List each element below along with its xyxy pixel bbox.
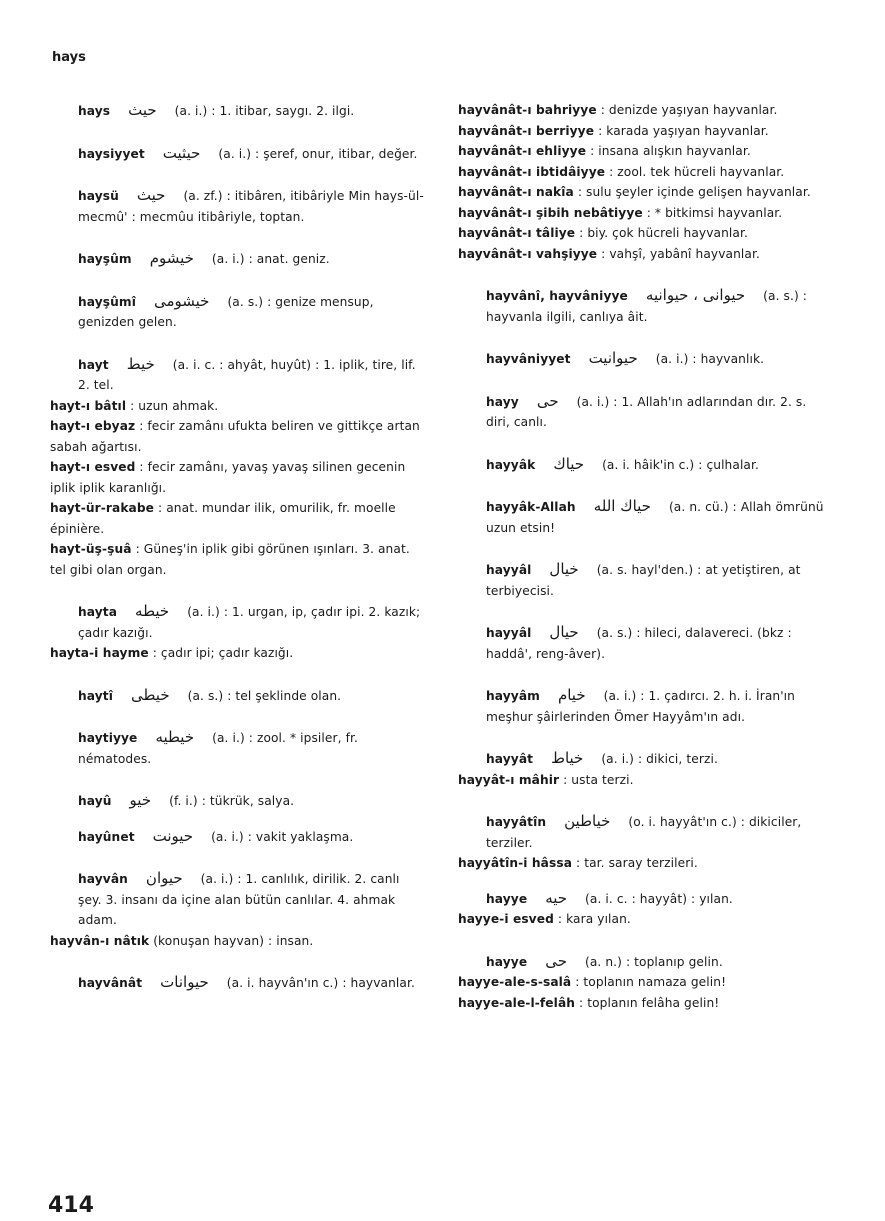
entry-headword: hayye-i esved (458, 912, 554, 926)
entry-headword: hayye-ale-s-salâ (458, 975, 572, 989)
entry-definition: (a. n.) : toplanıp gelin. (584, 954, 723, 969)
entry-arabic-script: حيال (549, 623, 579, 641)
entry-headword: hayû (78, 794, 112, 808)
entry-headword: haytiyye (78, 731, 138, 745)
dictionary-entry (40, 601, 425, 643)
dictionary-entry (40, 685, 425, 707)
entry-definition: : sulu şeyler içinde gelişen hayvanlar. (577, 185, 811, 199)
dictionary-entry (40, 539, 425, 580)
entry-headword: hayy (486, 394, 519, 409)
entry-arabic-script: خيام (557, 686, 586, 704)
entry-headword: hayvân-ı nâtık (50, 933, 150, 948)
entry-definition: : zool. tek hücreli hayvanlar. (609, 164, 785, 179)
dictionary-entry (448, 162, 826, 183)
entry-arabic-script: حيثيت (162, 143, 201, 162)
entry-headword: hayyâl (486, 626, 532, 640)
entry-definition: (o. i. hayyât'ın c.) : dikiciler, terziler. (486, 815, 802, 850)
entry-arabic-script: حيث (136, 186, 166, 204)
dictionary-entry (40, 790, 425, 812)
dictionary-entry (40, 457, 425, 498)
entry-headword: hayta (78, 605, 118, 619)
entry-headword: hayyâk-Allah (486, 500, 576, 514)
entry-arabic-script: خيط (126, 354, 155, 373)
entry-headword: hayyâl (486, 563, 532, 577)
entry-definition: (a. i. hâik'in c.) : çulhalar. (602, 457, 759, 472)
dictionary-entry (40, 396, 425, 417)
entry-headword: hayt-üş-şuâ (50, 542, 132, 556)
entry-definition: (a. i.) : 1. çadırcı. 2. h. i. İran'ın meşhur şâirlerinden Ömer Hayyâm'ın adı. (486, 689, 795, 724)
entry-definition: (a. s.) : hayvanla ilgili, canlıya âit. (486, 289, 807, 324)
entry-headword: hayye (486, 891, 528, 906)
entry-headword: hayye (486, 954, 528, 969)
entry-definition: (a. s. hayl'den.) : at yetiştiren, at terbiyecisi. (486, 563, 801, 598)
entry-definition: (a. i. c. : hayyât) : yılan. (585, 891, 733, 906)
dictionary-entry (448, 972, 826, 993)
entry-arabic-script: خيو (129, 791, 152, 809)
dictionary-entry (448, 622, 826, 664)
entry-arabic-script: خيشومى (153, 291, 210, 310)
entry-headword: hayyât (486, 752, 534, 766)
entry-arabic-script: خيطه (135, 602, 170, 620)
entry-definition: (a. i.) : anat. geniz. (211, 252, 330, 266)
entry-definition: : denizde yaşıyan hayvanlar. (600, 103, 778, 117)
entry-headword: hayyâk (486, 457, 536, 472)
entry-definition: : fecir zamânı ufukta beliren ve gittikçe artan sabah ağartısı. (50, 419, 420, 454)
dictionary-entry (40, 498, 425, 539)
entry-definition: (a. s.) : genize mensup, genizden gelen. (78, 294, 374, 329)
entry-arabic-script: حيه (545, 888, 568, 907)
entry-definition: (a. i.) : şeref, onur, itibar, değer. (218, 146, 418, 161)
entry-arabic-script: خيشوم (149, 249, 194, 267)
entry-headword: hayyâtîn-i hâssa (458, 856, 573, 870)
entry-definition: : usta terzi. (563, 772, 634, 787)
entry-arabic-script: خياطين (564, 812, 611, 830)
dictionary-entry (448, 559, 826, 601)
entry-headword: hayvânât-ı ehliyye (458, 144, 587, 158)
dictionary-entry (448, 203, 826, 224)
entry-definition: : * bitkimsi hayvanlar. (646, 205, 783, 220)
dictionary-entry (448, 888, 826, 910)
entry-headword: haytî (78, 688, 113, 703)
entry-definition: : kara yılan. (557, 912, 631, 926)
dictionary-entry (448, 348, 826, 370)
entry-definition: (a. i.) : vakit yaklaşma. (211, 829, 354, 844)
entry-definition: : biy. çok hücreli hayvanlar. (579, 226, 748, 240)
entry-arabic-script: حيث (128, 101, 157, 119)
dictionary-entry (448, 121, 826, 142)
right-column (448, 100, 826, 1013)
dictionary-entry (40, 416, 425, 457)
entry-definition: : toplanın felâha gelin! (579, 995, 720, 1010)
entry-definition: : uzun ahmak. (130, 398, 219, 413)
entry-definition: : karada yaşıyan hayvanlar. (598, 123, 769, 138)
dictionary-entry (40, 931, 425, 952)
entry-headword: hayvânât (78, 976, 143, 990)
entry-headword: hayşûmî (78, 294, 136, 309)
entry-definition: (a. i.) : 1. Allah'ın adlarından dır. 2. s. diri, canlı. (486, 394, 807, 429)
dictionary-entry (448, 391, 826, 433)
entry-definition: (a. i. hayvân'ın c.) : hayvanlar. (226, 976, 415, 990)
entry-arabic-script: خيال (549, 560, 579, 578)
entry-definition: (konuşan hayvan) : insan. (153, 933, 314, 948)
entry-arabic-script: حياك الله (593, 497, 651, 515)
entry-headword: hayt (78, 357, 109, 372)
entry-headword: hayt-ür-rakabe (50, 501, 155, 515)
dictionary-entry (448, 685, 826, 727)
entry-definition: (a. i.) : 1. canlılık, dirilik. 2. canlı şey. 3. insanı da içine alan bütün canlılar. 4. ahmak adam. (78, 872, 400, 927)
dictionary-entry (448, 811, 826, 853)
dictionary-entry (40, 248, 425, 270)
entry-headword: hayt-ı ebyaz (50, 419, 136, 433)
entry-arabic-script: حيوانات (160, 973, 209, 991)
entry-headword: haysü (78, 189, 119, 203)
dictionary-entry (448, 951, 826, 973)
dictionary-entry (448, 100, 826, 121)
entry-arabic-script: حيونت (152, 826, 194, 845)
dictionary-entry (40, 868, 425, 931)
entry-headword: haysiyyet (78, 146, 145, 161)
entry-headword: hayvânât-ı vahşiyye (458, 246, 598, 261)
entry-arabic-script: حى (536, 391, 559, 410)
entry-headword: hayvânî, hayvâniyye (486, 289, 628, 303)
dictionary-entry (40, 291, 425, 333)
entry-definition: (a. s.) : hileci, dalavereci. (bkz : haddâ', reng-âver). (486, 626, 792, 661)
entry-definition: : toplanın namaza gelin! (575, 975, 727, 989)
entry-definition: (a. n. cü.) : Allah ömrünü uzun etsin! (486, 500, 824, 535)
dictionary-entry (448, 993, 826, 1014)
entry-arabic-script: حيوان (145, 869, 183, 887)
entry-headword: hayvânât-ı berriyye (458, 123, 595, 138)
entry-arabic-script: حى (545, 951, 567, 970)
entry-arabic-script: خيطيه (155, 728, 195, 746)
entry-headword: hayta-i hayme (50, 646, 149, 660)
dictionary-entry (448, 285, 826, 327)
entry-arabic-script: حيوانى ، حيوانيه (645, 286, 746, 304)
entry-definition: : insana alışkın hayvanlar. (590, 144, 751, 158)
dictionary-entry (448, 748, 826, 770)
dictionary-entry (40, 100, 425, 122)
dictionary-entry (448, 496, 826, 538)
page-number: 414 (48, 1193, 94, 1218)
entry-definition: (a. i.) : dikici, terzi. (601, 752, 718, 766)
entry-headword: hayûnet (78, 829, 135, 844)
entry-headword: hayyâm (486, 689, 540, 703)
left-column (40, 100, 425, 994)
entry-arabic-script: خيطى (130, 685, 170, 704)
entry-definition: : çadır ipi; çadır kazığı. (152, 646, 294, 660)
entry-headword: hayşûm (78, 252, 132, 266)
dictionary-entry (448, 141, 826, 162)
entry-definition: : fecir zamânı, yavaş yavaş silinen gecenin iplik iplik karanlığı. (50, 460, 406, 495)
entry-definition: (a. i. c. : ahyât, huyût) : 1. iplik, tire, lif. 2. tel. (78, 357, 416, 392)
entry-headword: hayvânât-ı ibtidâiyye (458, 164, 606, 179)
entry-definition: (a. zf.) : itibâren, itibâriyle Min hays-ül-mecmû' : mecmûu itibâriyle, toptan. (78, 189, 424, 224)
entry-definition: (a. s.) : tel şeklinde olan. (187, 688, 342, 703)
dictionary-entry (40, 727, 425, 769)
dictionary-entry (40, 826, 425, 848)
dictionary-entry (40, 354, 425, 396)
entry-headword: hayvânât-ı bahriyye (458, 103, 597, 117)
running-head: hays (52, 50, 86, 65)
entry-definition: : tar. saray terzileri. (576, 856, 698, 870)
dictionary-entry (40, 185, 425, 227)
entry-definition: (f. i.) : tükrük, salya. (169, 794, 295, 808)
dictionary-entry (448, 909, 826, 930)
entry-definition: : Güneş'in iplik gibi görünen ışınları. 3. anat. tel gibi olan organ. (50, 542, 410, 577)
dictionary-entry (40, 643, 425, 664)
entry-headword: hayt-ı bâtıl (50, 398, 127, 413)
dictionary-entry (448, 853, 826, 874)
entry-arabic-script: حياك (553, 454, 585, 473)
entry-arabic-script: حيوانيت (588, 349, 638, 367)
entry-headword: hayyât-ı mâhir (458, 772, 560, 787)
dictionary-entry (40, 972, 425, 994)
dictionary-entry (448, 454, 826, 476)
entry-headword: hayvâniyyet (486, 352, 571, 366)
entry-headword: hayvânât-ı nakîa (458, 185, 574, 199)
entry-headword: hayye-ale-l-felâh (458, 995, 576, 1010)
dictionary-entry (448, 244, 826, 265)
entry-headword: hayvânât-ı şibih nebâtiyye (458, 205, 643, 220)
entry-arabic-script: خياط (551, 749, 584, 767)
entry-definition: (a. i.) : hayvanlık. (655, 352, 765, 366)
entry-headword: hayyâtîn (486, 815, 547, 829)
entry-definition: : vahşî, yabânî hayvanlar. (601, 246, 760, 261)
entry-definition: : anat. mundar ilik, omurilik, fr. moelle épinière. (50, 501, 396, 536)
dictionary-entry (448, 223, 826, 244)
dictionary-entry (40, 143, 425, 165)
entry-headword: hayt-ı esved (50, 460, 136, 474)
entry-definition: (a. i.) : 1. itibar, saygı. 2. ilgi. (174, 104, 355, 118)
dictionary-entry (448, 182, 826, 203)
dictionary-entry (448, 770, 826, 791)
entry-definition: (a. i.) : 1. urgan, ip, çadır ipi. 2. kazık; çadır kazığı. (78, 605, 421, 640)
entry-headword: hays (78, 104, 111, 118)
entry-headword: hayvân (78, 872, 128, 886)
entry-definition: (a. i.) : zool. * ipsiler, fr. nématodes. (78, 731, 358, 766)
entry-headword: hayvânât-ı tâliye (458, 226, 576, 240)
